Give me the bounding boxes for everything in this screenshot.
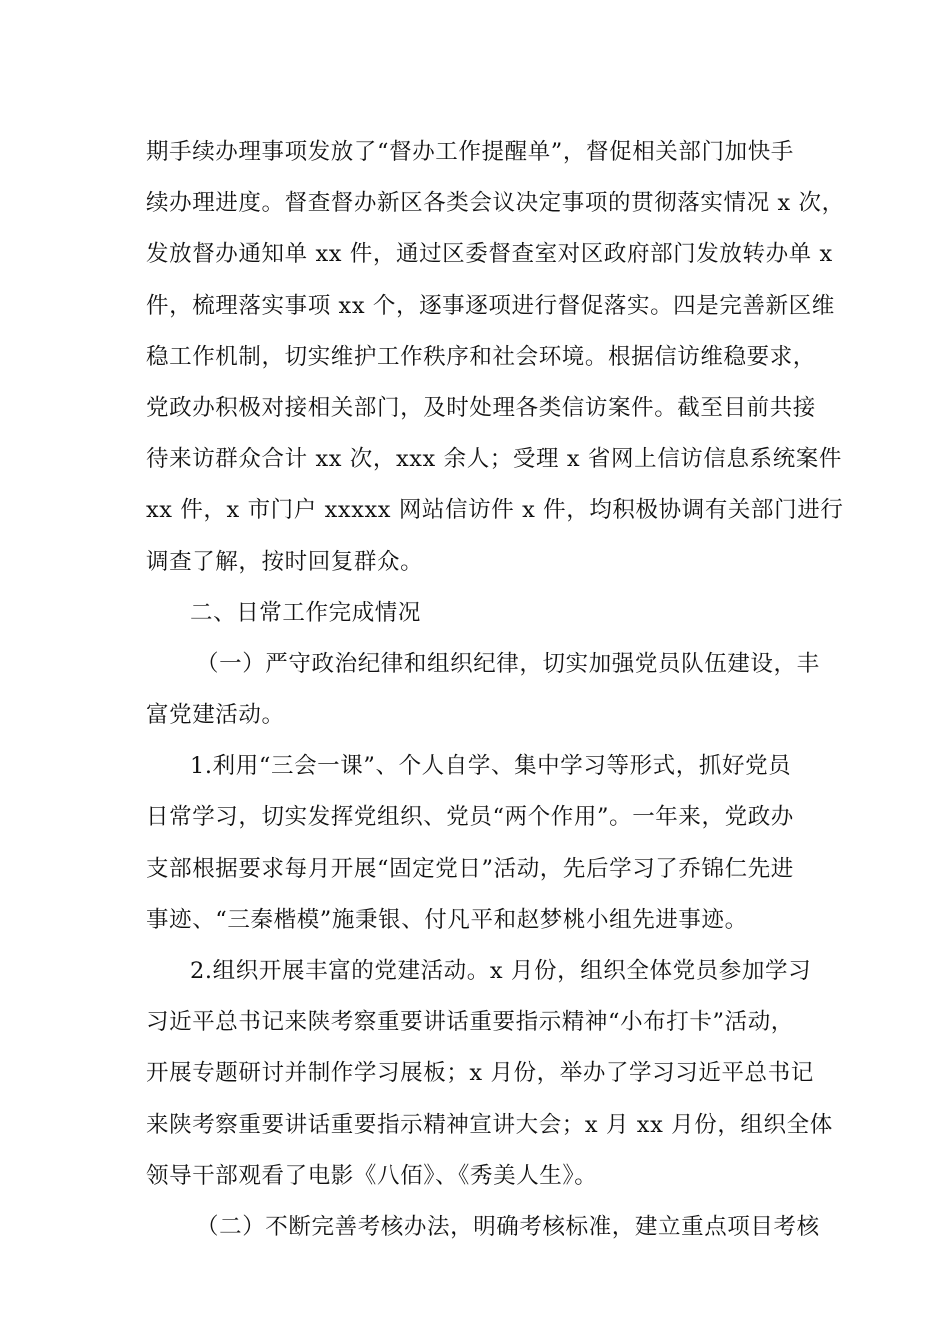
text-line: 稳工作机制，切实维护工作秩序和社会环境。根据信访维稳要求，: [146, 343, 816, 370]
section-heading: 二、日常工作完成情况: [190, 599, 422, 626]
text-line: 领导干部观看了电影《八佰》、《秀美人生》。: [146, 1162, 598, 1189]
text-line: 党政办积极对接相关部门，及时处理各类信访案件。截至目前共接: [146, 394, 816, 421]
text-line: 调查了解，按时回复群众。: [146, 548, 424, 575]
document-body: [146, 127, 845, 1253]
text-line: 习近平总书记来陕考察重要讲话重要指示精神“小布打卡”活动，: [146, 1009, 794, 1036]
text-line: 期手续办理事项发放了“督办工作提醒单”，督促相关部门加快手: [146, 139, 794, 165]
text-line: 件，梳理落实事项 xx 个，逐事逐项进行督促落实。四是完善新区维: [146, 292, 835, 319]
text-line: 开展专题研讨并制作学习展板；x 月份，举办了学习习近平总书记: [146, 1060, 814, 1087]
text-line: 发放督办通知单 xx 件，通过区委督查室对区政府部门发放转办单 x: [146, 241, 833, 268]
text-line: 待来访群众合计 xx 次，xxx 余人；受理 x 省网上信访信息系统案件: [146, 446, 842, 473]
text-line: 续办理进度。督查督办新区各类会议决定事项的贯彻落实情况 x 次，: [146, 190, 845, 217]
paragraph-start: 2.组织开展丰富的党建活动。x 月份，组织全体党员参加学习: [190, 958, 812, 984]
text-line: 支部根据要求每月开展“固定党日”活动，先后学习了乔锦仁先进: [146, 855, 794, 882]
text-line: 来陕考察重要讲话重要指示精神宣讲大会；x 月 xx 月份，组织全体: [146, 1111, 833, 1138]
text-line: xx 件，x 市门户 xxxxx 网站信访件 x 件，均积极协调有关部门进行: [146, 497, 844, 524]
subsection-heading: （二）不断完善考核办法，明确考核标准，建立重点项目考核: [196, 1213, 820, 1240]
subsection-heading: （一）严守政治纪律和组织纪律，切实加强党员队伍建设，丰: [196, 650, 820, 677]
paragraph-start: 1.利用“三会一课”、个人自学、集中学习等形式，抓好党员: [190, 753, 792, 780]
text-line: 事迹、“三秦楷模”施秉银、付凡平和赵梦桃小组先进事迹。: [146, 906, 748, 933]
text-line: 日常学习，切实发挥党组织、党员“两个作用”。一年来，党政办: [146, 804, 794, 831]
text-line: 富党建活动。: [146, 702, 285, 729]
